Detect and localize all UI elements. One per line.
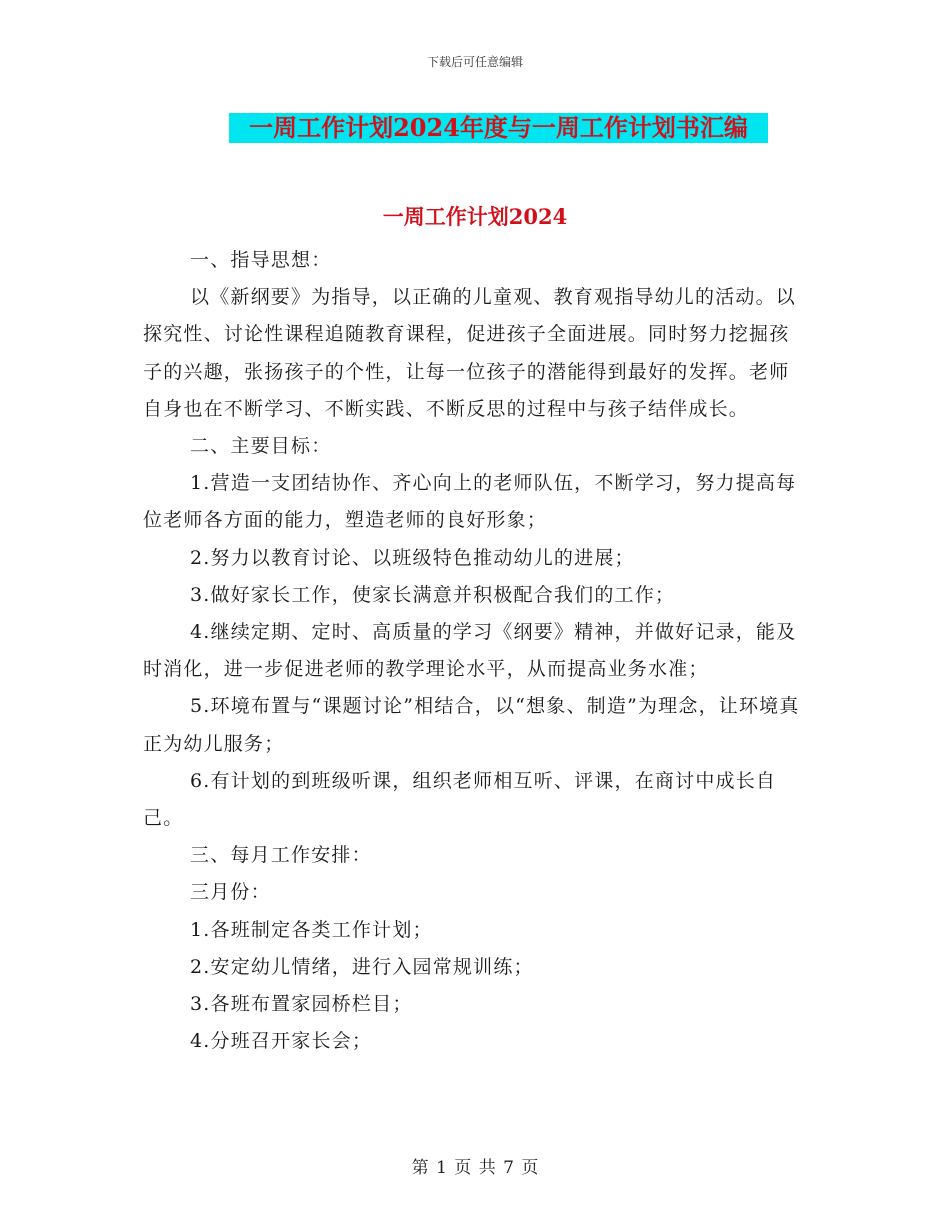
- paragraph: 1.营造一支团结协作、齐心向上的老师队伍，不断学习，努力提高每位老师各方面的能力，塑造老师的良好形象；: [143, 472, 797, 532]
- section-title: 一周工作计划2024: [382, 204, 568, 229]
- header-note: 下载后可任意编辑: [426, 55, 523, 69]
- document-title: 一周工作计划2024年度与一周工作计划书汇编: [229, 113, 768, 143]
- paragraph: 5.环境布置与“课题讨论”相结合，以“想象、制造”为理念，让环境真正为幼儿服务；: [143, 695, 800, 755]
- paragraph: 2.努力以教育讨论、以班级特色推动幼儿的进展；: [190, 546, 635, 569]
- paragraph: 3.做好家长工作，使家长满意并积极配合我们的工作；: [190, 583, 676, 606]
- paragraph: 二、主要目标：: [190, 435, 332, 458]
- paragraph: 3.各班布置家园桥栏目；: [190, 993, 413, 1016]
- paragraph: 三、每月工作安排：: [190, 844, 372, 867]
- paragraph: 以《新纲要》为指导，以正确的儿童观、教育观指导幼儿的活动。以探究性、讨论性课程追随教育课程，促进孩子全面进展。同时努力挖掘孩子的兴趣，张扬孩子的个性，让每一位孩子的潜能得到最好的发挥。老师自身也在不断学习、不断实践、不断反思的过程中与孩子结伴成长。: [143, 286, 797, 420]
- paragraph: 2.安定幼儿情绪，进行入园常规训练；: [190, 955, 534, 978]
- paragraph: 6.有计划的到班级听课，组织老师相互听、评课，在商讨中成长自己。: [143, 769, 777, 830]
- paragraph: 1.各班制定各类工作计划；: [190, 918, 433, 941]
- body-text: [143, 222, 808, 1060]
- paragraph: 三月份：: [190, 881, 271, 904]
- paragraph: 4.分班召开家长会；: [190, 1030, 373, 1053]
- page-footer: 第 1 页 共 7 页: [411, 1158, 539, 1178]
- paragraph: 一、指导思想：: [190, 249, 332, 271]
- paragraph: 4.继续定期、定时、高质量的学习《纲要》精神，并做好记录，能及时消化，进一步促进老师的教学理论水平，从而提高业务水准；: [143, 621, 797, 681]
